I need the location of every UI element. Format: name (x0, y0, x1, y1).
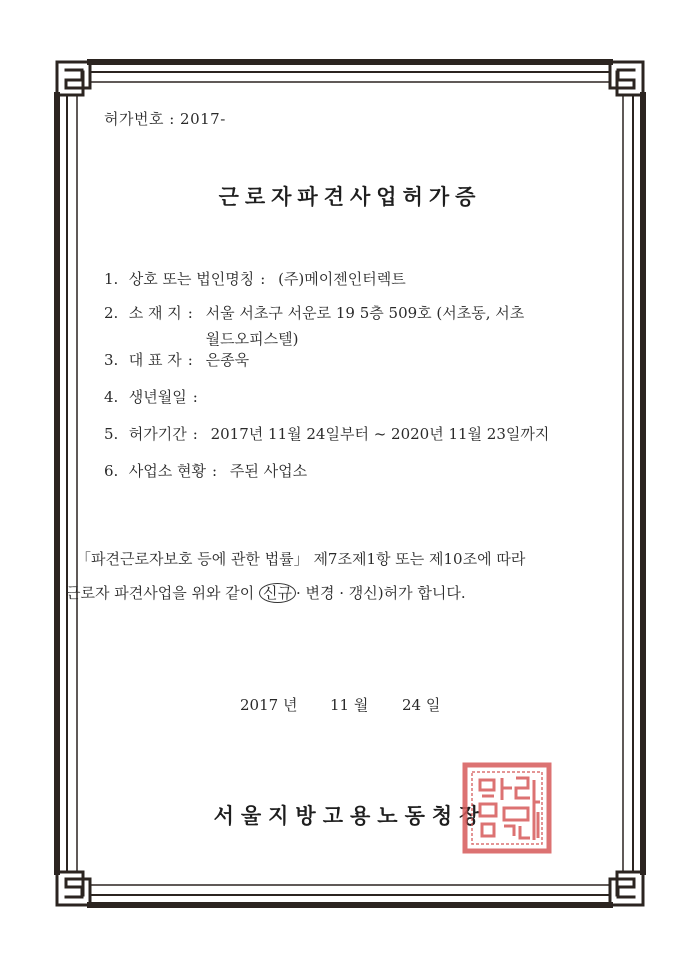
official-seal-icon (462, 762, 552, 854)
item-label: 소 재 지 (128, 304, 182, 322)
item-value: 은종욱 (205, 351, 250, 369)
item-value: 서울 서초구 서운로 19 5층 509호 (서초동, 서초월드오피스텔) (205, 304, 525, 348)
item-value: 2017년 11월 24일부터 ~ 2020년 11월 23일까지 (210, 425, 550, 443)
item-number: 1. (104, 270, 119, 288)
item-permit-period: 5. 허가기간 : 2017년 11월 24일부터 ~ 2020년 11월 23일까지 (104, 421, 549, 447)
statement-text: · 변경 · 갱신)허가 합니다. (295, 584, 466, 602)
issue-month: 11 월 (330, 696, 369, 714)
item-label: 사업소 현황 (128, 462, 206, 480)
permit-number: 허가번호 : 2017- (104, 110, 226, 128)
item-label: 생년월일 (128, 388, 187, 406)
item-value: 주된 사업소 (229, 462, 308, 480)
item-birthdate: 4. 생년월일 : (104, 384, 211, 410)
item-representative: 3. 대 표 자 : 은종욱 (104, 347, 249, 373)
item-number: 5. (104, 425, 119, 443)
item-address: 2. 소 재 지 : 서울 서초구 서운로 19 5층 509호 (서초동, 서초월드오피스텔) (104, 300, 536, 352)
item-label: 상호 또는 법인명칭 (128, 270, 255, 288)
issue-year: 2017 년 (240, 696, 298, 714)
issue-day: 24 일 (402, 696, 441, 714)
issuer-name: 서울지방고용노동청장 (213, 803, 487, 828)
statement-text: 근로자 파견사업을 위와 같이 (66, 584, 259, 602)
item-label: 허가기간 (128, 425, 187, 443)
item-number: 6. (104, 462, 119, 480)
circled-new-mark: 신규 (259, 583, 296, 603)
item-label: 대 표 자 (128, 351, 182, 369)
item-business-sites: 6. 사업소 현황 : 주된 사업소 (104, 458, 307, 484)
item-value: (주)메이젠인터렉트 (278, 270, 406, 288)
statement-line-2 (66, 582, 636, 603)
item-number: 4. (104, 388, 119, 406)
document-title: 근로자파견사업허가증 (218, 184, 482, 209)
item-company-name: 1. 상호 또는 법인명칭 : (주)메이젠인터렉트 (104, 266, 406, 292)
item-number: 3. (104, 351, 119, 369)
statement-line-1: 「파견근로자보호 등에 관한 법률」 제7조제1항 또는 제10조에 따라 (76, 550, 526, 568)
item-number: 2. (104, 304, 119, 322)
